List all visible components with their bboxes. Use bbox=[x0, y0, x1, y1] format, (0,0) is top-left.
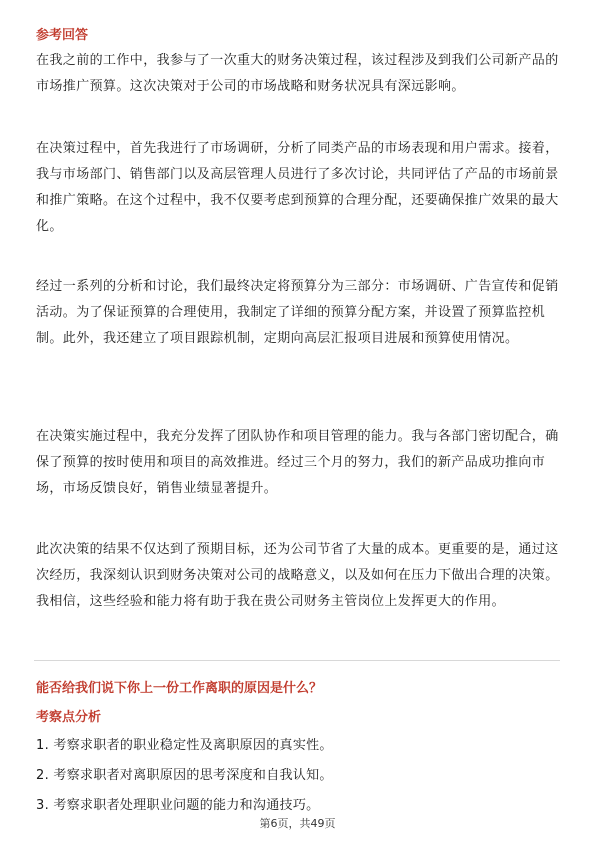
analysis-list bbox=[36, 731, 333, 821]
analysis-point: 2. 考察求职者对离职原因的思考深度和自我认知。 bbox=[36, 768, 333, 783]
section-divider bbox=[34, 660, 560, 661]
paragraph-4: 在决策实施过程中，我充分发挥了团队协作和项目管理的能力。我与各部门密切配合，确保了预算的按时使用和项目的高效推进。经过三个月的努力，我们的新产品成功推向市场，市场反馈良好，销售业绩显著提升。 bbox=[36, 429, 559, 496]
paragraph-2: 在决策过程中，首先我进行了市场调研，分析了同类产品的市场表现和用户需求。接着，我与市场部门、销售部门以及高层管理人员进行了多次讨论，共同评估了产品的市场前景和推广策略。在这个过程中，我不仅要考虑到预算的合理分配，还要确保推广效果的最大化。 bbox=[36, 141, 559, 234]
analysis-point: 3. 考察求职者处理职业问题的能力和沟通技巧。 bbox=[36, 798, 320, 813]
analysis-point: 1. 考察求职者的职业稳定性及离职原因的真实性。 bbox=[36, 738, 333, 753]
question-heading: 能否给我们说下你上一份工作离职的原因是什么？ bbox=[36, 681, 323, 696]
page-footer: 第6页，共49页 bbox=[259, 817, 336, 830]
paragraph-1: 在我之前的工作中，我参与了一次重大的财务决策过程，该过程涉及到我们公司新产品的市场推广预算。这次决策对于公司的市场战略和财务状况具有深远影响。 bbox=[36, 53, 559, 94]
answer-heading: 参考回答 bbox=[36, 28, 89, 43]
paragraph-5: 此次决策的结果不仅达到了预期目标，还为公司节省了大量的成本。更重要的是，通过这次经历，我深刻认识到财务决策对公司的战略意义，以及如何在压力下做出合理的决策。我相信，这些经验和能力将有助于我在贵公司财务主管岗位上发挥更大的作用。 bbox=[36, 542, 559, 609]
paragraph-3: 经过一系列的分析和讨论，我们最终决定将预算分为三部分：市场调研、广告宣传和促销活动。为了保证预算的合理使用，我制定了详细的预算分配方案，并设置了预算监控机制。此外，我还建立了项目跟踪机制，定期向高层汇报项目进展和预算使用情况。 bbox=[36, 279, 559, 346]
analysis-heading: 考察点分析 bbox=[36, 710, 102, 725]
